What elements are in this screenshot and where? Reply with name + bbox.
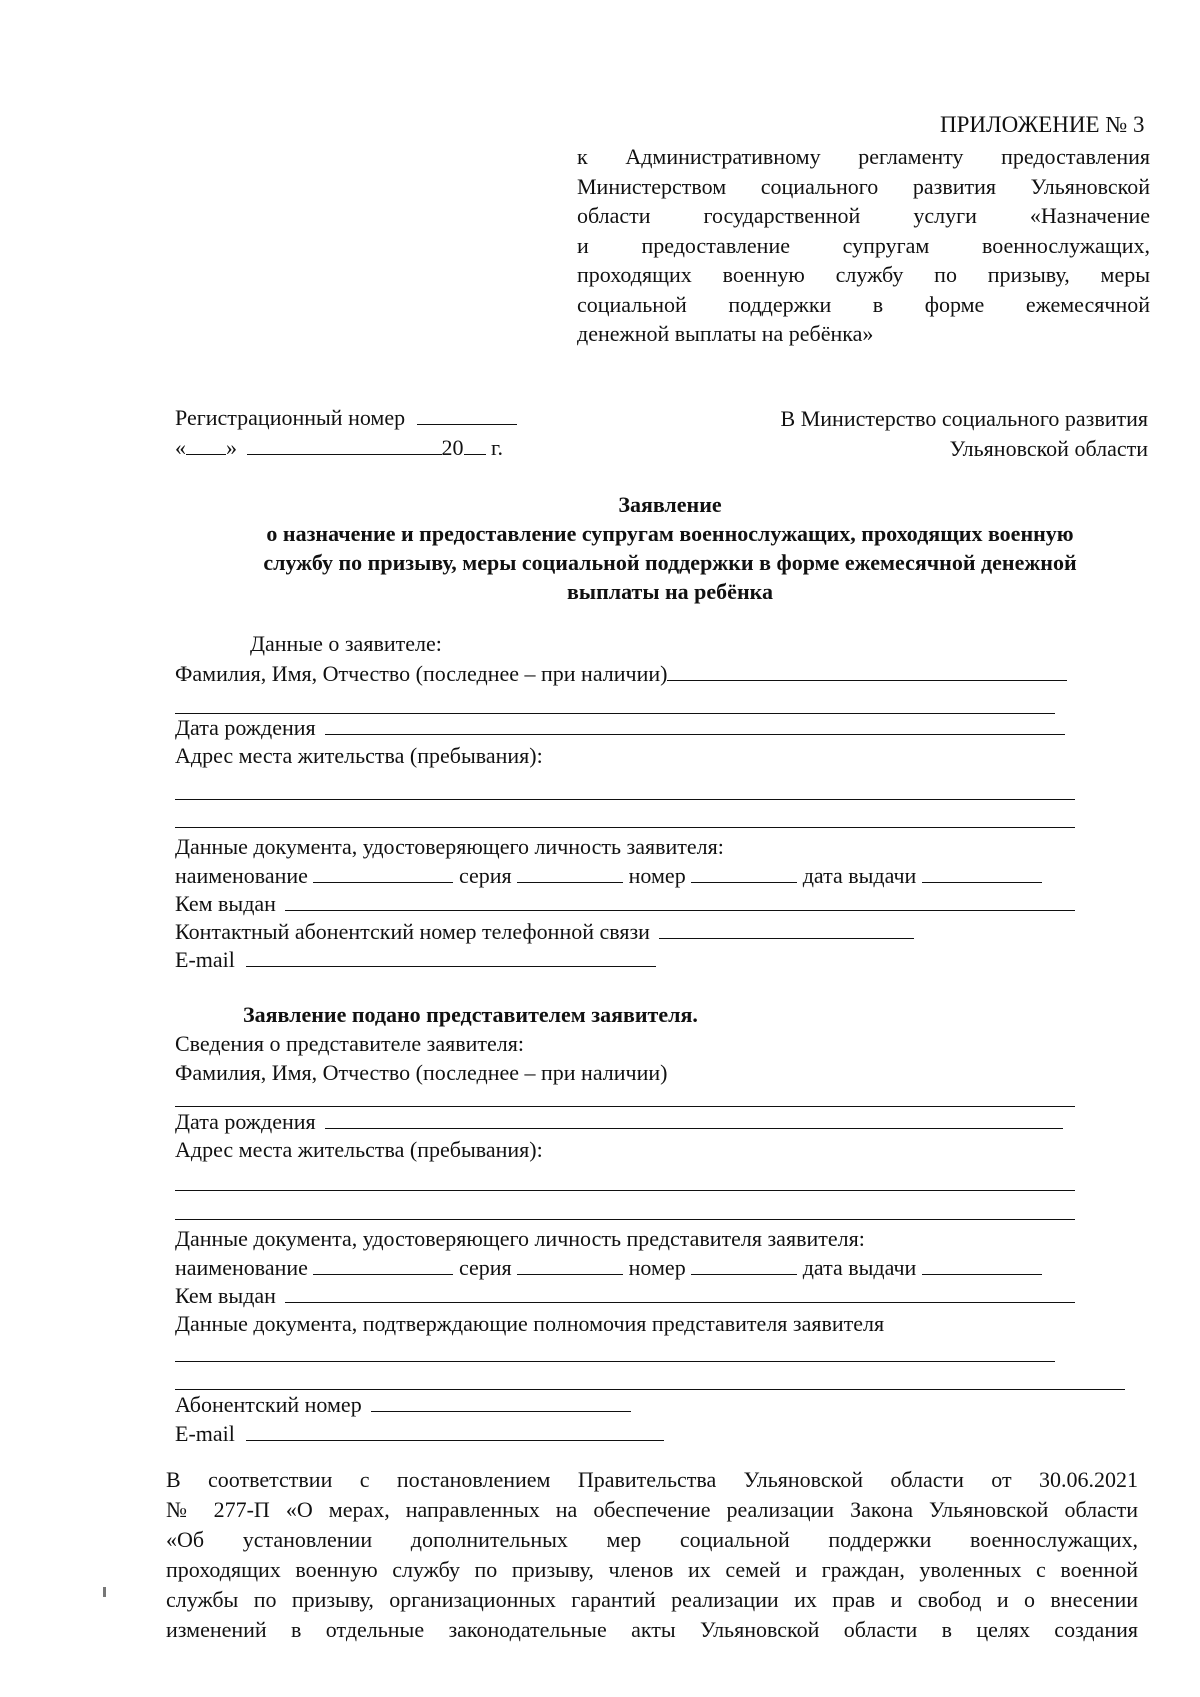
representative-doc-row <box>175 1254 1042 1281</box>
paragraph-line: «Об установлении дополнительных мер социальной поддержки военнослужащих, <box>166 1527 1138 1552</box>
date-quote-open: « <box>175 435 186 460</box>
applicant-birth-row <box>175 714 1065 741</box>
document-title <box>190 490 1150 606</box>
applicant-email-row <box>175 946 656 973</box>
applicant-fio-field[interactable] <box>667 660 1067 681</box>
applicant-issued-label: Кем выдан <box>175 891 276 916</box>
representative-address-label: Адрес места жительства (пребывания): <box>175 1137 543 1162</box>
applicant-doc-series-label: серия <box>458 863 512 888</box>
appendix-line: области государственной услуги «Назначение <box>577 203 1150 228</box>
legal-basis-paragraph <box>166 1465 1138 1645</box>
appendix-line: и предоставление супругам военнослужащих, <box>577 232 1150 258</box>
representative-issued-field[interactable] <box>285 1282 1075 1303</box>
representative-issued-row <box>175 1282 1075 1309</box>
representative-bold-heading: Заявление подано представителем заявителя. <box>243 1002 698 1027</box>
applicant-doc-number-field[interactable] <box>691 862 797 883</box>
paragraph-line: В соответствии с постановлением Правительства Ульяновской области от 30.06.2021 <box>166 1467 1138 1492</box>
appendix-reference <box>577 142 1150 349</box>
scan-artifact <box>103 1587 106 1597</box>
applicant-doc-row <box>175 862 1042 889</box>
applicant-address-label: Адрес места жительства (пребывания): <box>175 743 543 768</box>
appendix-line: к Административному регламенту предоставления <box>577 144 1150 169</box>
appendix-title: ПРИЛОЖЕНИЕ № 3 <box>940 112 1145 137</box>
applicant-birth-label: Дата рождения <box>175 715 316 740</box>
title-line: о назначение и предоставление супругам военнослужащих, проходящих военную <box>266 521 1074 546</box>
representative-doc-name-field[interactable] <box>313 1254 453 1275</box>
applicant-doc-number-label: номер <box>628 863 686 888</box>
applicant-email-label: E-mail <box>175 947 235 972</box>
appendix-line: проходящих военную службу по призыву, меры <box>577 262 1150 287</box>
representative-birth-row <box>175 1108 1063 1135</box>
representative-birth-field[interactable] <box>325 1108 1063 1129</box>
applicant-doc-date-label: дата выдачи <box>802 863 917 888</box>
representative-phone-field[interactable] <box>371 1391 631 1412</box>
representative-authority-label: Данные документа, подтверждающие полномочия представителя заявителя <box>175 1311 885 1336</box>
applicant-doc-heading: Данные документа, удостоверяющего личность заявителя: <box>175 834 724 859</box>
paragraph-line: службы по призыву, организационных гарантий реализации их прав и свобод и о внесении <box>166 1587 1138 1612</box>
applicant-doc-date-field[interactable] <box>922 862 1042 883</box>
representative-birth-label: Дата рождения <box>175 1109 316 1134</box>
representative-email-field[interactable] <box>246 1420 664 1441</box>
representative-issued-label: Кем выдан <box>175 1283 276 1308</box>
applicant-address-field-line1[interactable] <box>175 799 1075 800</box>
representative-doc-name-label: наименование <box>175 1255 308 1280</box>
addressee-line: Ульяновской области <box>949 436 1148 461</box>
registration-number-label: Регистрационный номер <box>175 405 406 430</box>
appendix-line: денежной выплаты на ребёнка» <box>577 321 874 346</box>
representative-authority-field-line2[interactable] <box>175 1389 1125 1390</box>
applicant-fio-label: Фамилия, Имя, Отчество (последнее – при наличии) <box>175 661 668 686</box>
representative-authority-field-line1[interactable] <box>175 1361 1055 1362</box>
representative-doc-date-label: дата выдачи <box>802 1255 917 1280</box>
title-line: выплаты на ребёнка <box>567 579 773 604</box>
representative-doc-series-label: серия <box>458 1255 512 1280</box>
applicant-address-field-line2[interactable] <box>175 827 1075 828</box>
paragraph-line: № 277-П «О мерах, направленных на обеспечение реализации Закона Ульяновской области <box>166 1497 1138 1522</box>
year-prefix: 20 <box>441 435 464 460</box>
appendix-line: Министерством социального развития Ульяновской <box>577 173 1150 199</box>
title-line: службу по призыву, меры социальной поддержки в форме ежемесячной денежной <box>263 550 1077 575</box>
representative-email-label: E-mail <box>175 1421 235 1446</box>
representative-doc-number-label: номер <box>628 1255 686 1280</box>
representative-address-field-line1[interactable] <box>175 1190 1075 1191</box>
date-quote-close: » <box>226 435 237 460</box>
applicant-issued-field[interactable] <box>285 890 1075 911</box>
representative-address-field-line2[interactable] <box>175 1219 1075 1220</box>
representative-phone-label: Абонентский номер <box>175 1392 362 1417</box>
representative-phone-row <box>175 1391 631 1418</box>
year-suffix: г. <box>491 435 504 460</box>
applicant-birth-field[interactable] <box>325 714 1065 735</box>
title-line: Заявление <box>618 492 722 517</box>
representative-heading: Сведения о представителе заявителя: <box>175 1031 524 1056</box>
addressee-line: В Министерство социального развития <box>780 406 1148 431</box>
applicant-phone-label: Контактный абонентский номер телефонной связи <box>175 919 650 944</box>
applicant-heading: Данные о заявителе: <box>250 631 442 656</box>
representative-doc-heading: Данные документа, удостоверяющего личность представителя заявителя: <box>175 1226 865 1251</box>
representative-doc-date-field[interactable] <box>922 1254 1042 1275</box>
applicant-doc-name-field[interactable] <box>313 862 453 883</box>
registration-date-row <box>175 434 503 461</box>
representative-fio-field[interactable] <box>175 1106 1075 1107</box>
registration-month-field[interactable] <box>247 434 442 455</box>
applicant-doc-name-label: наименование <box>175 863 308 888</box>
applicant-issued-row <box>175 890 1075 917</box>
paragraph-line: проходящих военную службу по призыву, членов их семей и граждан, уволенных с военной <box>166 1557 1138 1582</box>
applicant-fio-row <box>175 660 1067 687</box>
representative-email-row <box>175 1420 664 1447</box>
paragraph-line: изменений в отдельные законодательные акты Ульяновской области в целях создания <box>166 1617 1138 1642</box>
representative-fio-label: Фамилия, Имя, Отчество (последнее – при наличии) <box>175 1060 668 1085</box>
registration-day-field[interactable] <box>186 434 226 455</box>
applicant-email-field[interactable] <box>246 946 656 967</box>
applicant-phone-row <box>175 918 914 945</box>
appendix-line: социальной поддержки в форме ежемесячной <box>577 291 1150 317</box>
registration-number-row <box>175 404 517 431</box>
applicant-doc-series-field[interactable] <box>517 862 623 883</box>
registration-year-field[interactable] <box>464 434 486 455</box>
representative-doc-number-field[interactable] <box>691 1254 797 1275</box>
applicant-phone-field[interactable] <box>659 918 914 939</box>
registration-number-field[interactable] <box>417 404 517 425</box>
addressee <box>781 404 1148 464</box>
representative-doc-series-field[interactable] <box>517 1254 623 1275</box>
